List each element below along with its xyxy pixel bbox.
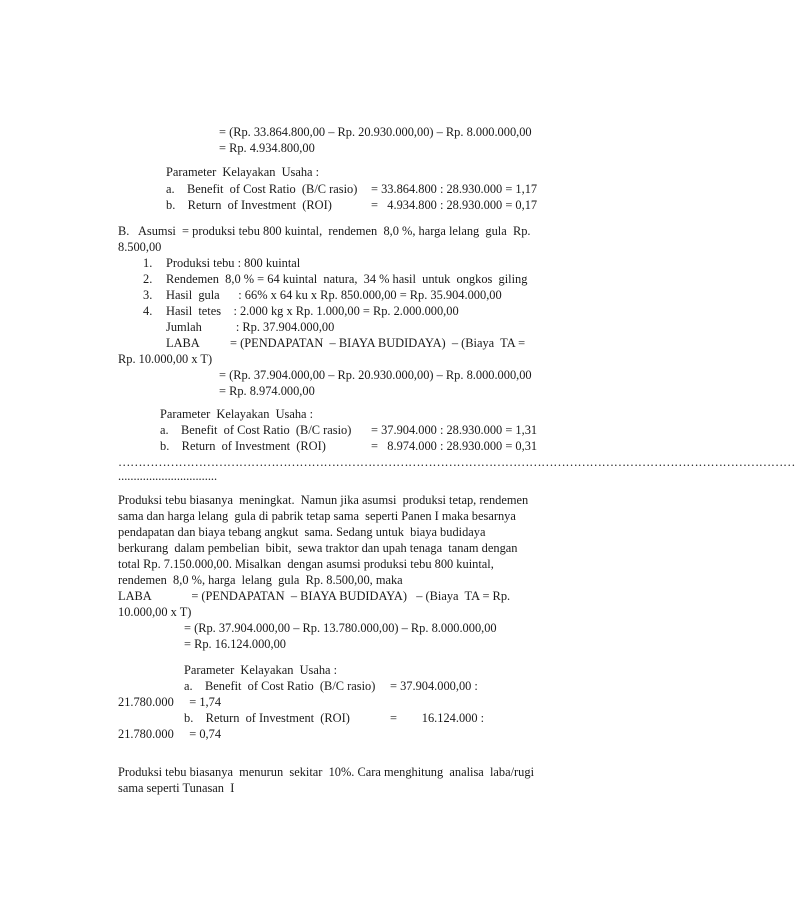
param-title: Parameter Kelayakan Usaha : bbox=[166, 165, 320, 179]
paragraph-line: Produksi tebu biasanya meningkat. Namun jika asumsi produksi tetap, rendemen bbox=[118, 493, 529, 507]
param-b-value: = 4.934.800 : 28.930.000 = 0,17 bbox=[371, 198, 538, 212]
param-a-value: = 37.904.000 : 28.930.000 = 1,31 bbox=[371, 423, 538, 437]
laba-line-cont: Rp. 10.000,00 x T) bbox=[118, 352, 213, 366]
param-a-value-cont: 21.780.000 = 1,74 bbox=[118, 695, 222, 709]
calc-line-2: = Rp. 8.974.000,00 bbox=[219, 384, 315, 398]
paragraph-line: sama dan harga lelang gula di pabrik tetap sama seperti Panen I maka besarnya bbox=[118, 509, 516, 523]
paragraph-line: sama seperti Tunasan I bbox=[118, 781, 235, 795]
list-item: Rendemen 8,0 % = 64 kuintal natura, 34 % hasil untuk ongkos giling bbox=[166, 272, 528, 286]
section-b-heading: B. Asumsi = produksi tebu 800 kuintal, rendemen 8,0 %, harga lelang gula Rp. bbox=[118, 224, 531, 238]
param-a-value: = 33.864.800 : 28.930.000 = 1,17 bbox=[371, 182, 538, 196]
dotted-separator: …………………………………………………………………………………………………………………………………………………… bbox=[118, 455, 795, 469]
list-item-number: 1. bbox=[143, 256, 153, 270]
param-b-value: = 8.974.000 : 28.930.000 = 0,31 bbox=[371, 439, 538, 453]
param-a-value: = 37.904.000,00 : bbox=[390, 679, 478, 693]
param-b-label: b. Return of Investment (ROI) bbox=[166, 198, 332, 212]
calc-line-1: = (Rp. 33.864.800,00 – Rp. 20.930.000,00) – Rp. 8.000.000,00 bbox=[219, 125, 532, 139]
list-item-number: 2. bbox=[143, 272, 153, 286]
param-b-label: b. Return of Investment (ROI) bbox=[160, 439, 326, 453]
list-item-number: 4. bbox=[143, 304, 153, 318]
list-item-number: 3. bbox=[143, 288, 153, 302]
calc-line-2: = Rp. 16.124.000,00 bbox=[184, 637, 286, 651]
calc-line-1: = (Rp. 37.904.000,00 – Rp. 20.930.000,00) – Rp. 8.000.000,00 bbox=[219, 368, 532, 382]
calc-line-1: = (Rp. 37.904.000,00 – Rp. 13.780.000,00) – Rp. 8.000.000,00 bbox=[184, 621, 497, 635]
list-item: Produksi tebu : 800 kuintal bbox=[166, 256, 301, 270]
param-a-label: a. Benefit of Cost Ratio (B/C rasio) bbox=[160, 423, 352, 437]
paragraph-line: rendemen 8,0 %, harga lelang gula Rp. 8.500,00, maka bbox=[118, 573, 403, 587]
param-title: Parameter Kelayakan Usaha : bbox=[184, 663, 338, 677]
laba-line-cont: 10.000,00 x T) bbox=[118, 605, 192, 619]
paragraph-line: berkurang dalam pembelian bibit, sewa traktor dan upah tenaga tanam dengan bbox=[118, 541, 518, 555]
laba-line: LABA = (PENDAPATAN – BIAYA BUDIDAYA) – (Biaya TA = Rp. bbox=[118, 589, 511, 603]
param-title: Parameter Kelayakan Usaha : bbox=[160, 407, 314, 421]
list-item: Hasil tetes : 2.000 kg x Rp. 1.000,00 = Rp. 2.000.000,00 bbox=[166, 304, 459, 318]
list-item: Hasil gula : 66% x 64 ku x Rp. 850.000,00 = Rp. 35.904.000,00 bbox=[166, 288, 502, 302]
dotted-separator-cont: ................................ bbox=[118, 469, 218, 483]
jumlah-line: Jumlah : Rp. 37.904.000,00 bbox=[166, 320, 335, 334]
calc-line-2: = Rp. 4.934.800,00 bbox=[219, 141, 315, 155]
section-b-heading-cont: 8.500,00 bbox=[118, 240, 162, 254]
paragraph-line: Produksi tebu biasanya menurun sekitar 10%. Cara menghitung analisa laba/rugi bbox=[118, 765, 535, 779]
param-a-label: a. Benefit of Cost Ratio (B/C rasio) bbox=[184, 679, 376, 693]
param-b-value: = 16.124.000 : bbox=[390, 711, 485, 725]
param-b-value-cont: 21.780.000 = 0,74 bbox=[118, 727, 222, 741]
laba-line: LABA = (PENDAPATAN – BIAYA BUDIDAYA) – (Biaya TA = bbox=[166, 336, 526, 350]
param-a-label: a. Benefit of Cost Ratio (B/C rasio) bbox=[166, 182, 358, 196]
paragraph-line: total Rp. 7.150.000,00. Misalkan dengan asumsi produksi tebu 800 kuintal, bbox=[118, 557, 494, 571]
paragraph-line: pendapatan dan biaya tebang angkut sama. Sedang untuk biaya budidaya bbox=[118, 525, 486, 539]
param-b-label: b. Return of Investment (ROI) bbox=[184, 711, 350, 725]
